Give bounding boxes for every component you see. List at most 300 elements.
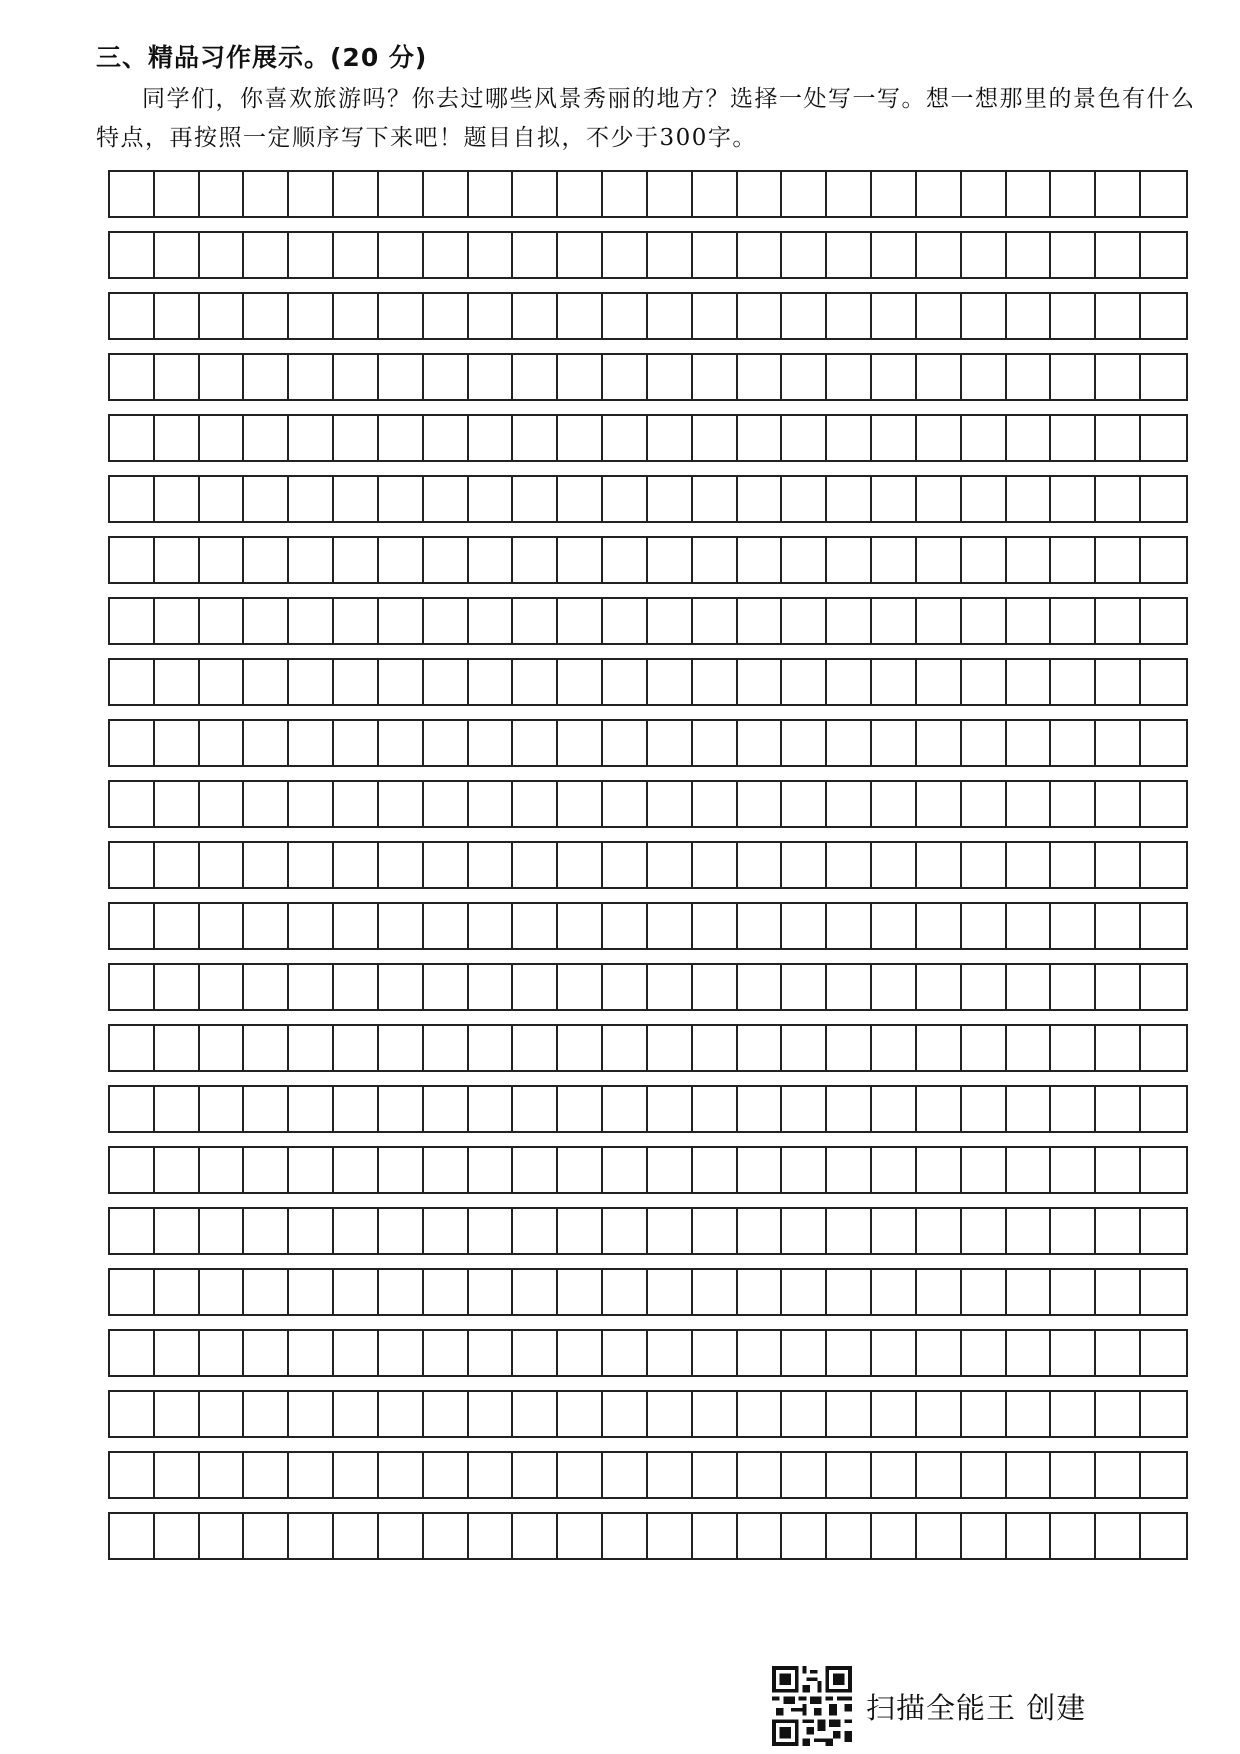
grid-cell [469, 1331, 514, 1375]
grid-cell [155, 660, 200, 704]
grid-cell [424, 1209, 469, 1253]
grid-cell [200, 172, 245, 216]
grid-cell [1007, 721, 1052, 765]
grid-cell [1141, 782, 1186, 826]
grid-cell [1096, 1392, 1141, 1436]
grid-cell [872, 355, 917, 399]
grid-cell [872, 1453, 917, 1497]
grid-cell [693, 233, 738, 277]
grid-cell [827, 172, 872, 216]
grid-cell [244, 1392, 289, 1436]
grid-cell [827, 538, 872, 582]
grid-cell [1096, 294, 1141, 338]
grid-cell [962, 1209, 1007, 1253]
grid-cell [1007, 1148, 1052, 1192]
grid-cell [155, 172, 200, 216]
grid-cell [110, 599, 155, 643]
grid-cell [1051, 233, 1096, 277]
grid-cell [827, 843, 872, 887]
grid-cell [558, 1392, 603, 1436]
grid-cell [872, 233, 917, 277]
grid-cell [110, 1514, 155, 1558]
grid-cell [155, 1514, 200, 1558]
grid-cell [648, 904, 693, 948]
grid-cell [469, 1026, 514, 1070]
grid-cell [782, 1148, 827, 1192]
grid-cell [1007, 660, 1052, 704]
grid-cell [200, 782, 245, 826]
grid-cell [872, 721, 917, 765]
grid-cell [648, 1270, 693, 1314]
grid-cell [334, 1514, 379, 1558]
grid-cell [244, 355, 289, 399]
grid-cell [603, 721, 648, 765]
grid-cell [917, 1514, 962, 1558]
grid-cell [648, 1026, 693, 1070]
grid-cell [782, 1087, 827, 1131]
grid-cell [155, 477, 200, 521]
grid-cell [872, 1148, 917, 1192]
grid-cell [603, 538, 648, 582]
grid-cell [558, 416, 603, 460]
grid-cell [244, 721, 289, 765]
grid-cell [1051, 782, 1096, 826]
grid-cell [379, 1087, 424, 1131]
grid-cell [917, 294, 962, 338]
grid-cell [648, 477, 693, 521]
grid-cell [603, 294, 648, 338]
grid-cell [110, 538, 155, 582]
grid-cell [289, 355, 334, 399]
grid-cell [1141, 1148, 1186, 1192]
section-title: 三、精品习作展示。(20 分) [96, 43, 428, 72]
grid-cell [200, 1209, 245, 1253]
grid-cell [693, 1514, 738, 1558]
grid-cell [244, 1026, 289, 1070]
grid-cell [1051, 843, 1096, 887]
grid-cell [648, 416, 693, 460]
grid-cell [469, 1087, 514, 1131]
grid-cell [110, 1453, 155, 1497]
grid-cell [513, 1148, 558, 1192]
grid-cell [872, 599, 917, 643]
grid-cell [693, 965, 738, 1009]
grid-cell [917, 782, 962, 826]
grid-cell [1051, 416, 1096, 460]
grid-cell [648, 782, 693, 826]
grid-cell [200, 660, 245, 704]
grid-cell [738, 1209, 783, 1253]
grid-cell [1007, 1026, 1052, 1070]
grid-cell [334, 172, 379, 216]
grid-cell [558, 843, 603, 887]
grid-cell [469, 477, 514, 521]
grid-cell [1141, 1087, 1186, 1131]
grid-cell [648, 355, 693, 399]
grid-cell [917, 1209, 962, 1253]
grid-cell [1007, 477, 1052, 521]
grid-cell [1141, 416, 1186, 460]
grid-cell [782, 721, 827, 765]
grid-cell [334, 1026, 379, 1070]
grid-cell [469, 721, 514, 765]
grid-cell [917, 904, 962, 948]
grid-cell [244, 1270, 289, 1314]
grid-cell [1096, 965, 1141, 1009]
grid-cell [693, 1392, 738, 1436]
grid-cell [962, 1514, 1007, 1558]
grid-cell [558, 172, 603, 216]
grid-cell [1096, 1331, 1141, 1375]
grid-cell [738, 538, 783, 582]
grid-cell [334, 1392, 379, 1436]
grid-cell [513, 1209, 558, 1253]
grid-cell [693, 843, 738, 887]
grid-cell [334, 782, 379, 826]
grid-cell [379, 1026, 424, 1070]
grid-cell [917, 721, 962, 765]
grid-cell [738, 599, 783, 643]
grid-cell [513, 1026, 558, 1070]
grid-cell [917, 1026, 962, 1070]
grid-cell [827, 721, 872, 765]
grid-cell [648, 233, 693, 277]
grid-cell [379, 1392, 424, 1436]
grid-cell [1141, 1514, 1186, 1558]
grid-cell [827, 294, 872, 338]
grid-cell [1141, 355, 1186, 399]
grid-cell [334, 1453, 379, 1497]
grid-cell [110, 660, 155, 704]
grid-cell [782, 1514, 827, 1558]
grid-cell [110, 1209, 155, 1253]
grid-row [108, 1146, 1188, 1194]
grid-row [108, 902, 1188, 950]
grid-cell [782, 1270, 827, 1314]
grid-cell [917, 1453, 962, 1497]
grid-cell [200, 599, 245, 643]
grid-cell [558, 1148, 603, 1192]
grid-cell [110, 172, 155, 216]
grid-cell [289, 965, 334, 1009]
grid-cell [469, 355, 514, 399]
grid-cell [558, 599, 603, 643]
grid-row [108, 475, 1188, 523]
grid-cell [200, 1270, 245, 1314]
grid-cell [469, 1514, 514, 1558]
grid-cell [200, 477, 245, 521]
grid-cell [603, 965, 648, 1009]
grid-cell [872, 172, 917, 216]
grid-cell [289, 1514, 334, 1558]
grid-cell [244, 1514, 289, 1558]
grid-cell [738, 416, 783, 460]
grid-cell [244, 660, 289, 704]
grid-cell [424, 1331, 469, 1375]
grid-cell [1096, 1087, 1141, 1131]
grid-cell [469, 1453, 514, 1497]
grid-cell [782, 294, 827, 338]
grid-cell [1007, 355, 1052, 399]
grid-cell [962, 599, 1007, 643]
grid-cell [917, 1270, 962, 1314]
grid-row [108, 1268, 1188, 1316]
grid-cell [244, 1453, 289, 1497]
grid-cell [424, 1148, 469, 1192]
grid-cell [782, 1209, 827, 1253]
grid-cell [782, 1392, 827, 1436]
grid-cell [962, 904, 1007, 948]
grid-cell [693, 599, 738, 643]
grid-cell [289, 660, 334, 704]
grid-cell [558, 355, 603, 399]
grid-cell [558, 965, 603, 1009]
grid-cell [648, 172, 693, 216]
grid-cell [110, 1087, 155, 1131]
grid-row [108, 1512, 1188, 1560]
grid-cell [513, 416, 558, 460]
grid-cell [1007, 1453, 1052, 1497]
grid-cell [782, 965, 827, 1009]
grid-cell [738, 1392, 783, 1436]
grid-cell [469, 843, 514, 887]
grid-cell [379, 538, 424, 582]
grid-row [108, 170, 1188, 218]
grid-row [108, 963, 1188, 1011]
grid-cell [1007, 1514, 1052, 1558]
grid-cell [200, 904, 245, 948]
grid-cell [334, 1209, 379, 1253]
grid-cell [738, 1270, 783, 1314]
grid-cell [693, 1453, 738, 1497]
grid-cell [379, 1453, 424, 1497]
grid-cell [424, 782, 469, 826]
grid-cell [558, 294, 603, 338]
grid-cell [289, 721, 334, 765]
grid-cell [827, 1453, 872, 1497]
grid-cell [603, 172, 648, 216]
grid-cell [872, 538, 917, 582]
grid-cell [513, 538, 558, 582]
grid-cell [1096, 1453, 1141, 1497]
grid-cell [379, 1514, 424, 1558]
grid-cell [155, 1270, 200, 1314]
grid-cell [110, 721, 155, 765]
grid-cell [558, 477, 603, 521]
grid-cell [738, 1331, 783, 1375]
grid-cell [513, 1270, 558, 1314]
grid-cell [1096, 1026, 1141, 1070]
grid-cell [1051, 1270, 1096, 1314]
grid-cell [424, 1087, 469, 1131]
grid-cell [1007, 904, 1052, 948]
grid-cell [693, 355, 738, 399]
grid-cell [379, 1331, 424, 1375]
grid-cell [827, 965, 872, 1009]
grid-cell [648, 660, 693, 704]
grid-row [108, 1085, 1188, 1133]
grid-cell [289, 1453, 334, 1497]
grid-cell [827, 233, 872, 277]
grid-cell [782, 843, 827, 887]
grid-cell [200, 1392, 245, 1436]
writing-grid [108, 170, 1188, 1560]
grid-cell [782, 172, 827, 216]
grid-cell [244, 477, 289, 521]
grid-cell [513, 782, 558, 826]
grid-cell [110, 294, 155, 338]
grid-cell [827, 477, 872, 521]
grid-cell [782, 782, 827, 826]
grid-cell [155, 294, 200, 338]
grid-row [108, 1024, 1188, 1072]
grid-cell [289, 1331, 334, 1375]
grid-cell [693, 172, 738, 216]
grid-cell [917, 355, 962, 399]
grid-cell [1051, 1392, 1096, 1436]
grid-cell [155, 1087, 200, 1131]
grid-cell [827, 355, 872, 399]
grid-cell [1141, 965, 1186, 1009]
grid-cell [1007, 782, 1052, 826]
grid-cell [872, 782, 917, 826]
grid-cell [648, 1087, 693, 1131]
grid-cell [872, 1087, 917, 1131]
grid-cell [424, 538, 469, 582]
grid-cell [603, 1026, 648, 1070]
grid-cell [603, 1148, 648, 1192]
grid-cell [872, 904, 917, 948]
grid-cell [334, 233, 379, 277]
grid-cell [917, 965, 962, 1009]
grid-cell [110, 1392, 155, 1436]
grid-cell [738, 1514, 783, 1558]
grid-cell [693, 660, 738, 704]
grid-row [108, 780, 1188, 828]
grid-cell [1141, 660, 1186, 704]
grid-cell [782, 904, 827, 948]
grid-cell [334, 904, 379, 948]
grid-cell [513, 172, 558, 216]
grid-cell [513, 1514, 558, 1558]
grid-cell [648, 1148, 693, 1192]
grid-cell [200, 416, 245, 460]
grid-cell [424, 660, 469, 704]
grid-cell [334, 538, 379, 582]
grid-cell [1051, 721, 1096, 765]
grid-cell [244, 782, 289, 826]
grid-cell [110, 965, 155, 1009]
grid-cell [155, 599, 200, 643]
grid-row [108, 231, 1188, 279]
grid-cell [827, 599, 872, 643]
grid-cell [693, 1331, 738, 1375]
grid-cell [110, 1148, 155, 1192]
grid-cell [872, 1209, 917, 1253]
grid-cell [693, 294, 738, 338]
grid-cell [962, 1453, 1007, 1497]
grid-row [108, 658, 1188, 706]
grid-cell [872, 1392, 917, 1436]
grid-cell [513, 1331, 558, 1375]
grid-cell [917, 1331, 962, 1375]
grid-cell [1141, 233, 1186, 277]
grid-cell [1096, 538, 1141, 582]
grid-cell [155, 1453, 200, 1497]
grid-cell [872, 660, 917, 704]
grid-cell [379, 721, 424, 765]
grid-cell [379, 599, 424, 643]
grid-cell [962, 1087, 1007, 1131]
grid-cell [1051, 599, 1096, 643]
grid-cell [1141, 1026, 1186, 1070]
grid-cell [917, 233, 962, 277]
grid-cell [200, 233, 245, 277]
grid-cell [379, 660, 424, 704]
grid-cell [244, 1331, 289, 1375]
grid-cell [1051, 1087, 1096, 1131]
grid-cell [1096, 599, 1141, 643]
grid-cell [379, 843, 424, 887]
grid-cell [513, 477, 558, 521]
grid-cell [334, 843, 379, 887]
grid-cell [962, 1392, 1007, 1436]
grid-cell [603, 1209, 648, 1253]
grid-cell [155, 1026, 200, 1070]
grid-cell [1096, 1514, 1141, 1558]
grid-cell [424, 233, 469, 277]
grid-cell [1096, 416, 1141, 460]
grid-cell [1007, 538, 1052, 582]
grid-cell [648, 1392, 693, 1436]
grid-cell [603, 1270, 648, 1314]
grid-cell [513, 660, 558, 704]
grid-row [108, 841, 1188, 889]
grid-cell [424, 172, 469, 216]
grid-cell [962, 1026, 1007, 1070]
grid-cell [334, 416, 379, 460]
grid-cell [1141, 904, 1186, 948]
grid-cell [110, 233, 155, 277]
grid-cell [962, 172, 1007, 216]
essay-prompt: 同学们，你喜欢旅游吗？你去过哪些风景秀丽的地方？选择一处写一写。想一想那里的景色有什么特点，再按照一定顺序写下来吧！题目自拟，不少于300字。 [96, 86, 1196, 151]
grid-cell [827, 1392, 872, 1436]
grid-cell [962, 477, 1007, 521]
grid-row [108, 1451, 1188, 1499]
grid-cell [200, 721, 245, 765]
grid-cell [289, 1392, 334, 1436]
grid-cell [469, 1209, 514, 1253]
grid-cell [424, 965, 469, 1009]
grid-cell [424, 1392, 469, 1436]
grid-cell [155, 782, 200, 826]
grid-cell [155, 1331, 200, 1375]
grid-cell [1007, 294, 1052, 338]
grid-cell [334, 965, 379, 1009]
grid-cell [200, 1453, 245, 1497]
grid-cell [1007, 416, 1052, 460]
grid-cell [648, 721, 693, 765]
grid-cell [1096, 233, 1141, 277]
grid-cell [962, 416, 1007, 460]
grid-cell [693, 721, 738, 765]
grid-cell [827, 1331, 872, 1375]
grid-cell [558, 1209, 603, 1253]
grid-cell [603, 1087, 648, 1131]
grid-cell [379, 1209, 424, 1253]
grid-cell [469, 660, 514, 704]
grid-cell [962, 1270, 1007, 1314]
